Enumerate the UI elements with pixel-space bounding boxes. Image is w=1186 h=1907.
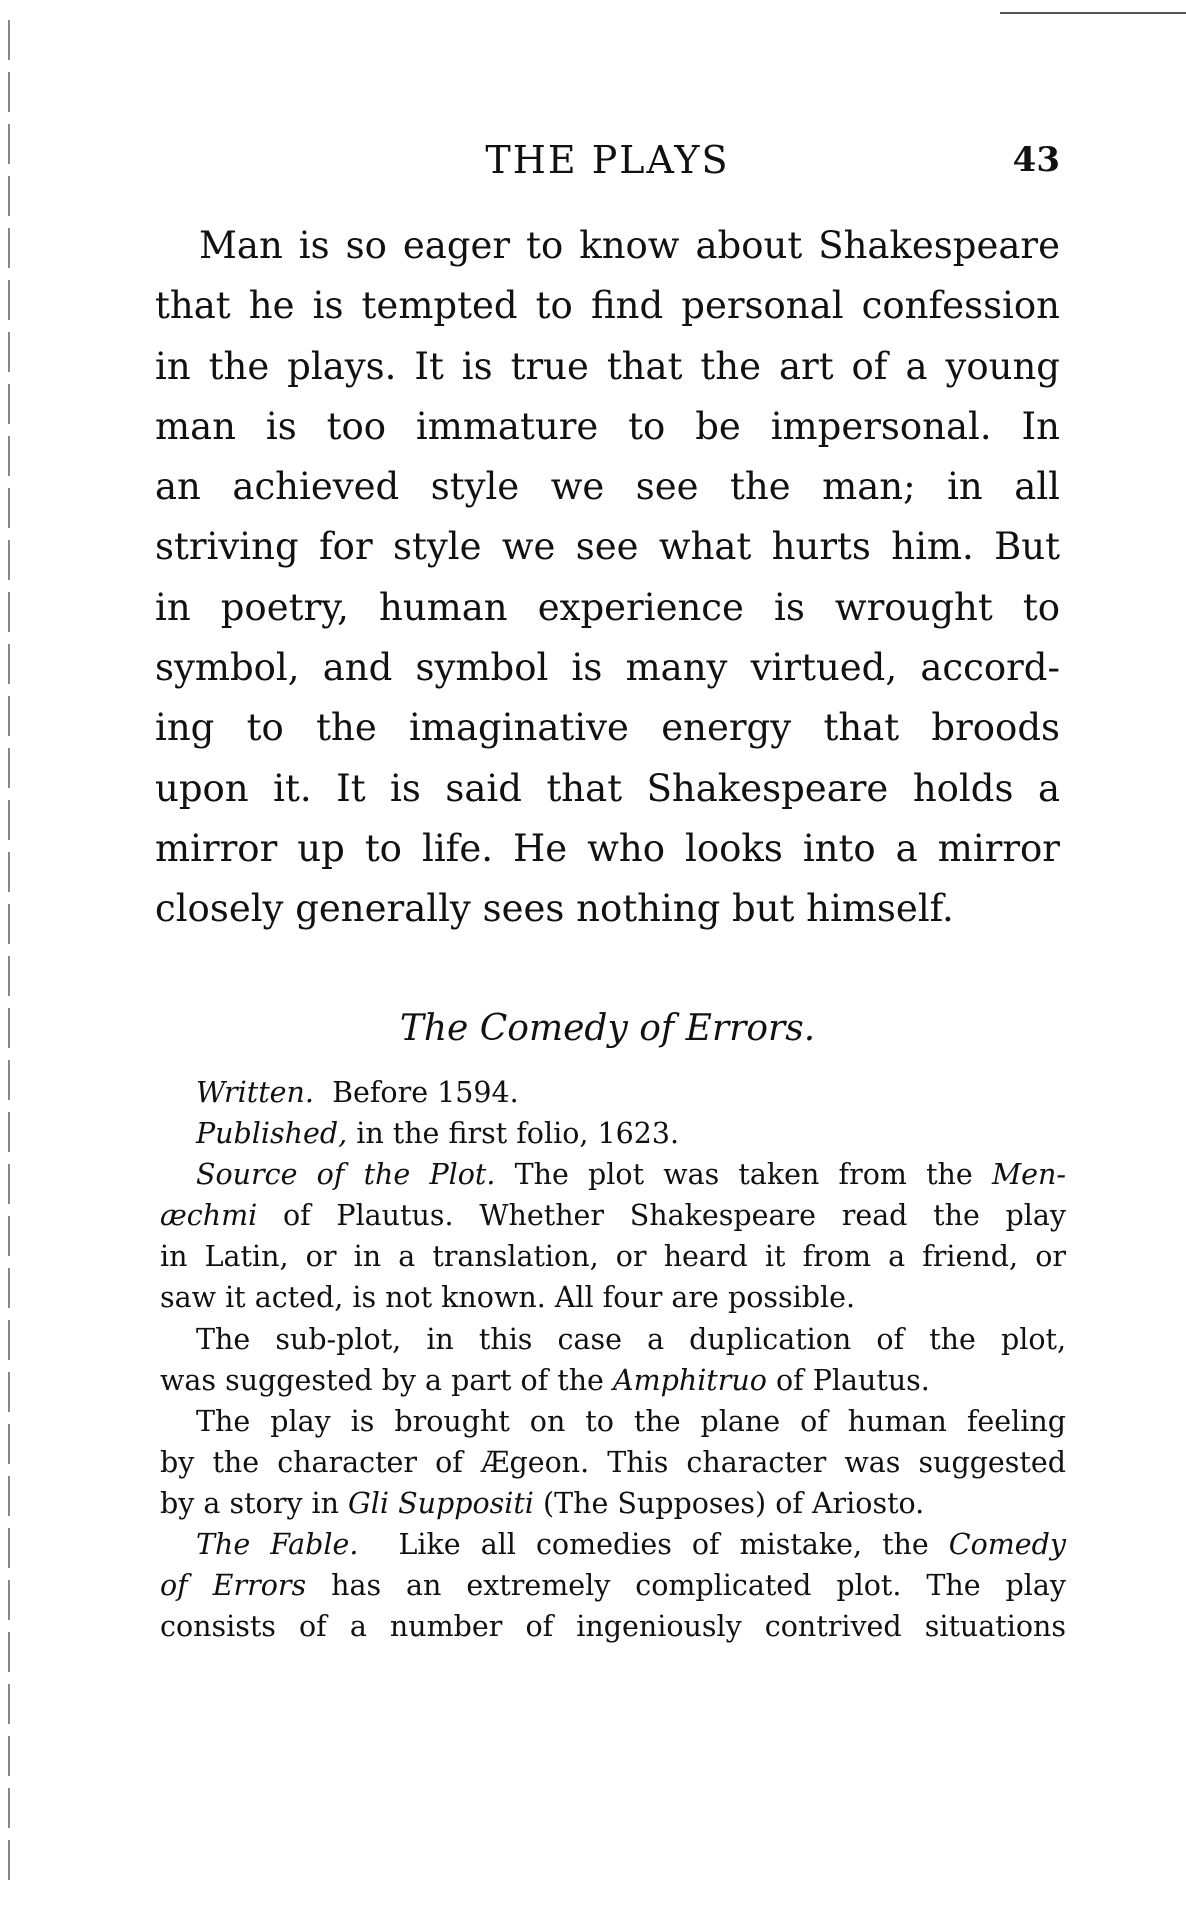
play-notes: [160, 1072, 1066, 1647]
source-line: saw it acted, is not known. All four are possible.: [160, 1281, 856, 1315]
published-label: Published,: [196, 1117, 348, 1151]
subplot-text: was suggested by a part of the: [160, 1363, 604, 1397]
written-line: [160, 1072, 1066, 1113]
text-line: upon it. It is said that Shakespeare holds a: [155, 766, 1060, 810]
subplot-line: The sub-plot, in this case a duplication of the plot,: [196, 1322, 1066, 1356]
aegeon-text: by a story in: [160, 1486, 339, 1520]
source-line: in Latin, or in a translation, or heard it from a friend, or: [160, 1240, 1066, 1274]
aegeon-title: Gli Suppositi: [348, 1486, 534, 1520]
aegeon-text: (The Supposes) of Ariosto.: [542, 1486, 925, 1520]
fable-line: consists of a number of ingeniously contrived situations: [160, 1610, 1066, 1644]
aegeon-line: The play is brought on to the plane of human feeling: [196, 1404, 1066, 1438]
source-label: Source of the Plot.: [196, 1158, 496, 1192]
subplot-title: Amphitruo: [612, 1363, 767, 1397]
text-line: that he is tempted to find personal confession: [155, 284, 1060, 328]
text-line: an achieved style we see the man; in all: [155, 465, 1060, 509]
fable-text: Like all comedies of mistake, the: [398, 1528, 929, 1562]
text-line: striving for style we see what hurts him. But: [155, 525, 1060, 569]
published-line: [160, 1113, 1066, 1154]
fable-label: The Fable.: [196, 1528, 359, 1562]
fable-line: [160, 1565, 1066, 1606]
written-text: Before 1594.: [332, 1076, 519, 1109]
text-line: in the plays. It is true that the art of a young: [155, 344, 1060, 388]
source-text: The plot was taken from the: [514, 1158, 973, 1192]
source-title: Men-: [991, 1158, 1067, 1192]
text-line: closely generally sees nothing but himself.: [155, 887, 954, 931]
page-edge-shadow: [8, 20, 10, 1880]
fable-title: of Errors: [160, 1569, 307, 1603]
page-header: [155, 138, 1060, 188]
source-line: [160, 1195, 1066, 1236]
intro-paragraph: [155, 216, 1060, 940]
text-line: mirror up to life. He who looks into a mirror: [155, 826, 1060, 870]
fable-line: [160, 1524, 1066, 1565]
published-text: in the first folio, 1623.: [356, 1117, 680, 1151]
running-head: THE PLAYS: [485, 138, 730, 182]
written-label: Written.: [196, 1076, 314, 1109]
top-edge-rule: [1000, 12, 1186, 14]
source-text: of Plautus. Whether Shakespeare read the play: [282, 1199, 1066, 1233]
text-line: in poetry, human experience is wrought to: [155, 585, 1060, 629]
aegeon-line: [160, 1483, 1066, 1524]
subplot-line: [160, 1360, 1066, 1401]
section-title: The Comedy of Errors.: [399, 1008, 816, 1049]
aegeon-line: by the character of Ægeon. This character was suggested: [160, 1445, 1066, 1479]
fable-text: has an extremely complicated plot. The play: [331, 1569, 1066, 1603]
source-title: æchmi: [160, 1199, 258, 1233]
subplot-text: of Plautus.: [775, 1363, 930, 1397]
page-number: 43: [1012, 140, 1060, 180]
text-line: man is too immature to be impersonal. In: [155, 404, 1060, 448]
text-line: ing to the imaginative energy that broods: [155, 706, 1060, 750]
text-line: symbol, and symbol is many virtued, accord-: [155, 646, 1060, 690]
source-line: [160, 1154, 1066, 1195]
fable-title: Comedy: [948, 1528, 1066, 1562]
text-line: Man is so eager to know about Shakespeare: [199, 224, 1060, 267]
